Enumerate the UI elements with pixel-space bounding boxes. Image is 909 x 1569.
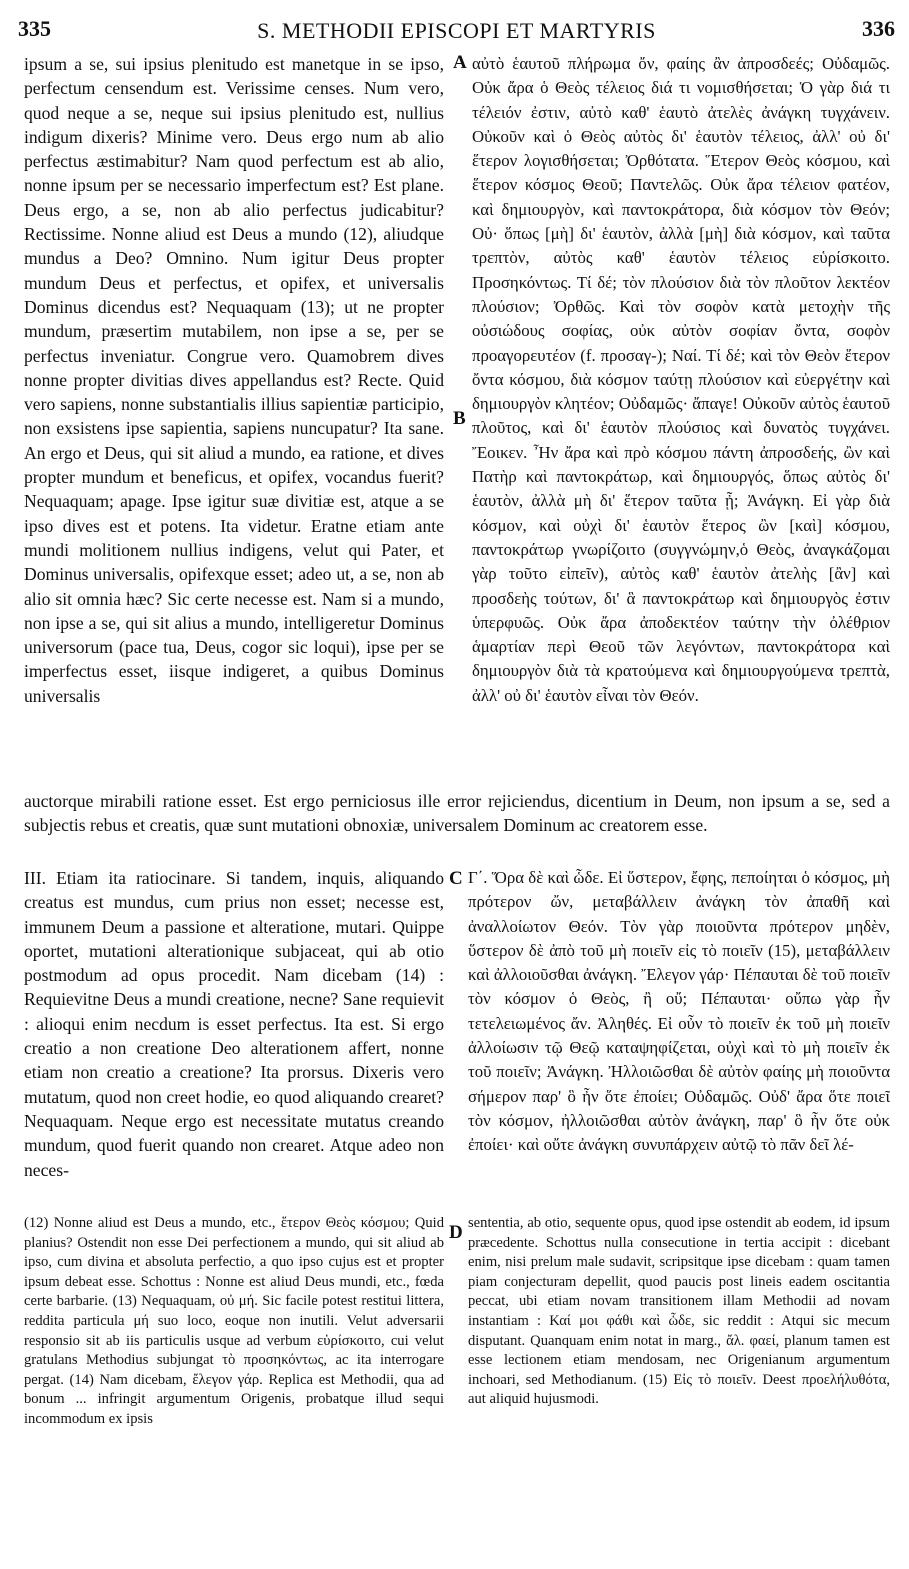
running-title: S. METHODII EPISCOPI ET MARTYRIS	[257, 18, 656, 43]
full-width-paragraph: auctorque mirabili ratione esset. Est ergo perniciosus ille error rejiciendus, dicentium in Deum, non ipsum a se, sed a subjectis rebus et creatis, quæ sunt mutationi obnoxiæ, universalem Dominum ac creatorem esse.	[24, 791, 890, 836]
margin-letter-d: D	[449, 1222, 463, 1243]
latin-column-1: ipsum a se, sui ipsius plenitudo est manetque in se ipso, perfectum censendum est. Verissime censes. Num vero, quod neque a se, neque sui ipsius plenitudo est, nullius indigum dixeris? Minime vero. Deus ergo num ab alio perfectus æstimabitur? Nam quod perfectum est ab alio, nonne ipsum per se necessario imperfectum est? Est plane. Deus ergo, a se, non ab alio perfectus judicabitur? Rectissime. Nonne aliud est Deus a mundo (12), aliudque mundus a Deo? Omnino. Num igitur Deus propter mundum Deus et perfectus, et opifex, et universalis Dominus dicendus est? Nequaquam (13); ut ne propter mundum, præsertim mutabilem, non ipse a se, per se perfectus inveniatur. Congrue vero. Quamobrem dives nonne propter divitias dives appellandus est? Recte. Quid vero sapiens, nonne substantialis illius sapientiæ participio, non exsistens ipse sapientia, sapiens nuncupatur? Ita sane. An ergo et Deus, qui sit aliud a mundo, ea ratione, et dives propter mundum et beneficus, et opifex, vocandus fuerit? Nequaquam; apage. Ipse igitur suæ divitiæ est, atque a se ipso dives est et potens. Ita videtur. Eratne etiam ante mundi molitionem nullius indigens, velut qui Pater, et Dominus universalis, opifexque esset; adeo ut, a se, non ab alio sit omnia hæc? Sic certe necesse est. Nam si a mundo, non ipse a se, qui sit alius a mundo, intelligeretur Dominus universorum (pace tua, Deus, cogor sic loqui), ipse per se imperfectus esset, iisque indigeret, a quibus Dominus universalis	[24, 54, 444, 706]
margin-letter-a: A	[453, 52, 467, 73]
page-number-right: 336	[862, 16, 895, 41]
footnotes-right: sententia, ab otio, sequente opus, quod ipse ostendit ab eodem, id ipsum præcedente. Schottus nulla consecutione in tertia accipit : dicebant enim, nisi prelum male sudavit, scripsitque ipse dicebam : quam tamen piam conjecturam depellit, quod paucis post lineis eadem oscitantia peccat, ubi etiam novam transitionem illam Methodii ad novam instantiam : Καί μοι φάθι καὶ ὧδε, sic reddit : Atqui sic mecum disputant. Quanquam enim notat in marg., ἄλ. φαεί, planum tamen est esse lectionem etiam mendosam, nec Origenianum argumentum inchoari, sed Methodianum. (15) Εἰς τὸ ποιεῖν. Deest προελήλυθότα, aut aliquid hujusmodi.	[468, 1215, 890, 1408]
page-number-left: 335	[18, 16, 51, 41]
running-header	[18, 16, 895, 44]
margin-letter-b: B	[453, 408, 466, 429]
greek-column-2: Γ΄. Ὅρα δὲ καὶ ὧδε. Εἰ ὕστερον, ἔφης, πεποίηται ὁ κόσμος, μὴ πρότερον ὤν, μεταβάλλειν ἀνάγκη τὸν ἀπαθῆ καὶ ἀναλλοίωτον Θεόν. Τὸν γὰρ ποιοῦντα πρότερον μηδὲν, ὕστερον δὲ ἀπὸ τοῦ μὴ ποιεῖν εἰς τὸ ποιεῖν (15), μεταβάλλειν καὶ ἀλλοιοῦσθαι ἀνάγκη. Ἔλεγον γάρ· Πέπαυται δὲ τοῦ ποιεῖν τὸν κόσμον ὁ Θεὸς, ἢ οὔ; Πέπαυται· οὔπω γὰρ ἦν τετελειωμένος ἄν. Ἀληθές. Εἰ οὖν τὸ ποιεῖν ἐκ τοῦ μὴ ποιεῖν ἀλλοίωσιν τῷ Θεῷ καταψηφίζεται, οὐχὶ καὶ τὸ μὴ ποιεῖν ἐκ τοῦ ποιεῖν; Ἀνάγκη. Ἠλλοιῶσθαι δὲ αὐτὸν φαίης μὴ ποιοῦντα σήμερον παρ' ὃ ἦν ὅτε ἐποίει; Οὐδαμῶς. Οὐδ' ἄρα ὅτε ποιεῖ τὸν κόσμον, ἠλλοιῶσθαι αὐτὸν ἀνάγκη, παρ' ὃ ἦν ὅτε οὐκ ἐποίει· καὶ οὔτε ἀνάγκη συνυπάρχειν αὐτῷ τὸ πᾶν δεῖ λέ-	[468, 868, 890, 1155]
margin-letter-c: C	[449, 868, 463, 889]
footnotes-left: (12) Nonne aliud est Deus a mundo, etc., ἕτερον Θεὸς κόσμου; Quid planius? Ostendit non esse Dei perfectionem a mundo, qui sit aliud ab ipso, cum divina et absoluta perfectio, a quo ipso cujus est et propter ipsum debeat esse. Schottus : Nonne est aliud Deus mundi, etc., fœda certe barbarie. (13) Nequaquam, οὐ μή. Sic facile potest restitui littera, reddita particula μή suo loco, eoque non inutili. Velut adversarii responsio sit ab iis particulis usque ad verbum εὑρίσκοιτο, cui velut gratulans Methodius subjungat τὸ προσηκόντως, ac ita interrogare pergat. (14) Nam dicebam, ἔλεγον γάρ. Replica est Methodii, qua ad bonum ... infringit argumentum Origenis, probatque illud sequi incommodum ex ipsis	[24, 1215, 444, 1427]
latin-column-2: III. Etiam ita ratiocinare. Si tandem, inquis, aliquando creatus est mundus, cum prius non esset; necesse est, immunem Deum a passione et alteratione, mutari. Quippe oportet, mutationi alterationique subjaceat, qui ab otio postmodum ad opus procedit. Nam dicebam (14) : Requievitne Deus a mundi creatione, necne? Sane requievit : alioqui enim necdum is esset perfectus. Ita est. Si ergo creatio a non creatione Deo alterationem affert, nonne etiam non creatio a creatione? Ita prorsus. Dixeris vero mutatum, quod non creet hodie, eo quod aliquando crearet? Nequaquam. Neque ergo est necessitate mutatus creando mundum, quod fuerit quando non crearet. Atque adeo non neces-	[24, 868, 444, 1180]
greek-column-1: αὐτὸ ἑαυτοῦ πλήρωμα ὄν, φαίης ἂν ἀπροσδεές; Οὐδαμῶς. Οὐκ ἄρα ὁ Θεὸς τέλειος διά τι νομισθήσεται; Ὁ γὰρ διά τι τέλειόν ἐστιν, αὐτὸ καθ' ἑαυτὸ ἀτελὲς ἀνάγκη τυγχάνειν. Οὐκοῦν καὶ ὁ Θεὸς αὐτὸς δι' ἑαυτὸν τέλειος, ἀλλ' οὐ δι' ἕτερον λογισθήσεται; Ὀρθότατα. Ἕτερον Θεὸς κόσμου, καὶ ἕτερον κόσμος Θεοῦ; Παντελῶς. Οὐκ ἄρα τέλειον φατέον, καὶ δημιουργὸν, καὶ παντοκράτορα, διὰ κόσμον τὸν Θεόν; Οὐ· ὅπως [μὴ] δι' ἑαυτὸν, ἀλλὰ [μὴ] διὰ κόσμον, καὶ ταῦτα τρεπτὸν, αὐτὸς καθ' ἑαυτὸν τέλειος εὑρίσκοιτο. Προσηκόντως. Τί δέ; τὸν πλούσιον διὰ τὸν πλοῦτον λεκτέον πλούσιον; Ὀρθῶς. Καὶ τὸν σοφὸν κατὰ μετοχὴν τῆς οὐσιώδους σοφίας, οὐκ αὐτὸν σοφίαν ὄντα, σοφὸν προαγορευτέον (f. προσαγ-); Ναί. Τί δέ; καὶ τὸν Θεὸν ἕτερον ὄντα κόσμου, διὰ κόσμον ταύτῃ πλούσιον καὶ εὐεργέτην καὶ δημιουργὸν κλητέον; Οὐδαμῶς· ἄπαγε! Οὐκοῦν αὐτὸς ἑαυτοῦ πλοῦτος, καὶ δι' ἑαυτὸν πλούσιος καὶ δυνατὸς τυγχάνει. Ἔοικεν. Ἦν ἄρα καὶ πρὸ κόσμου πάντη ἀπροσδεής, ὢν καὶ Πατὴρ καὶ παντοκράτωρ, καὶ δημιουργός, ὅπως αὐτὸς δι' ἑαυτὸν, ἀλλὰ μὴ δι' ἕτερον ταῦτα ᾖ; Ἀνάγκη. Εἰ γὰρ διὰ κόσμον, καὶ οὐχὶ δι' ἑαυτὸν ἕτερος ὢν [καὶ] κόσμου, παντοκράτωρ γνωρίζοιτο (συγγνώμην,ὁ Θεὸς, ἀναγκάζομαι γὰρ τοῦτο εἰπεῖν), αὐτὸς καθ' ἑαυτὸν ἀτελὴς [ἂν] καὶ προσδεὴς τούτων, δι' ἃ παντοκράτωρ καὶ δημιουργὸς ἐστιν ὑπερφυῶς. Οὐκ ἄρα ἀποδεκτέον ταύτην τὴν ὀλέθριον ἁμαρτίαν περὶ Θεοῦ τῶν λεγόντων, παντοκράτορα καὶ δημιουργὸν διὰ τὰ κρατούμενα καὶ δημιουργούμενα τρεπτὰ, ἀλλ' οὐ δι' ἑαυτὸν εἶναι τὸν Θεόν.	[472, 54, 890, 705]
